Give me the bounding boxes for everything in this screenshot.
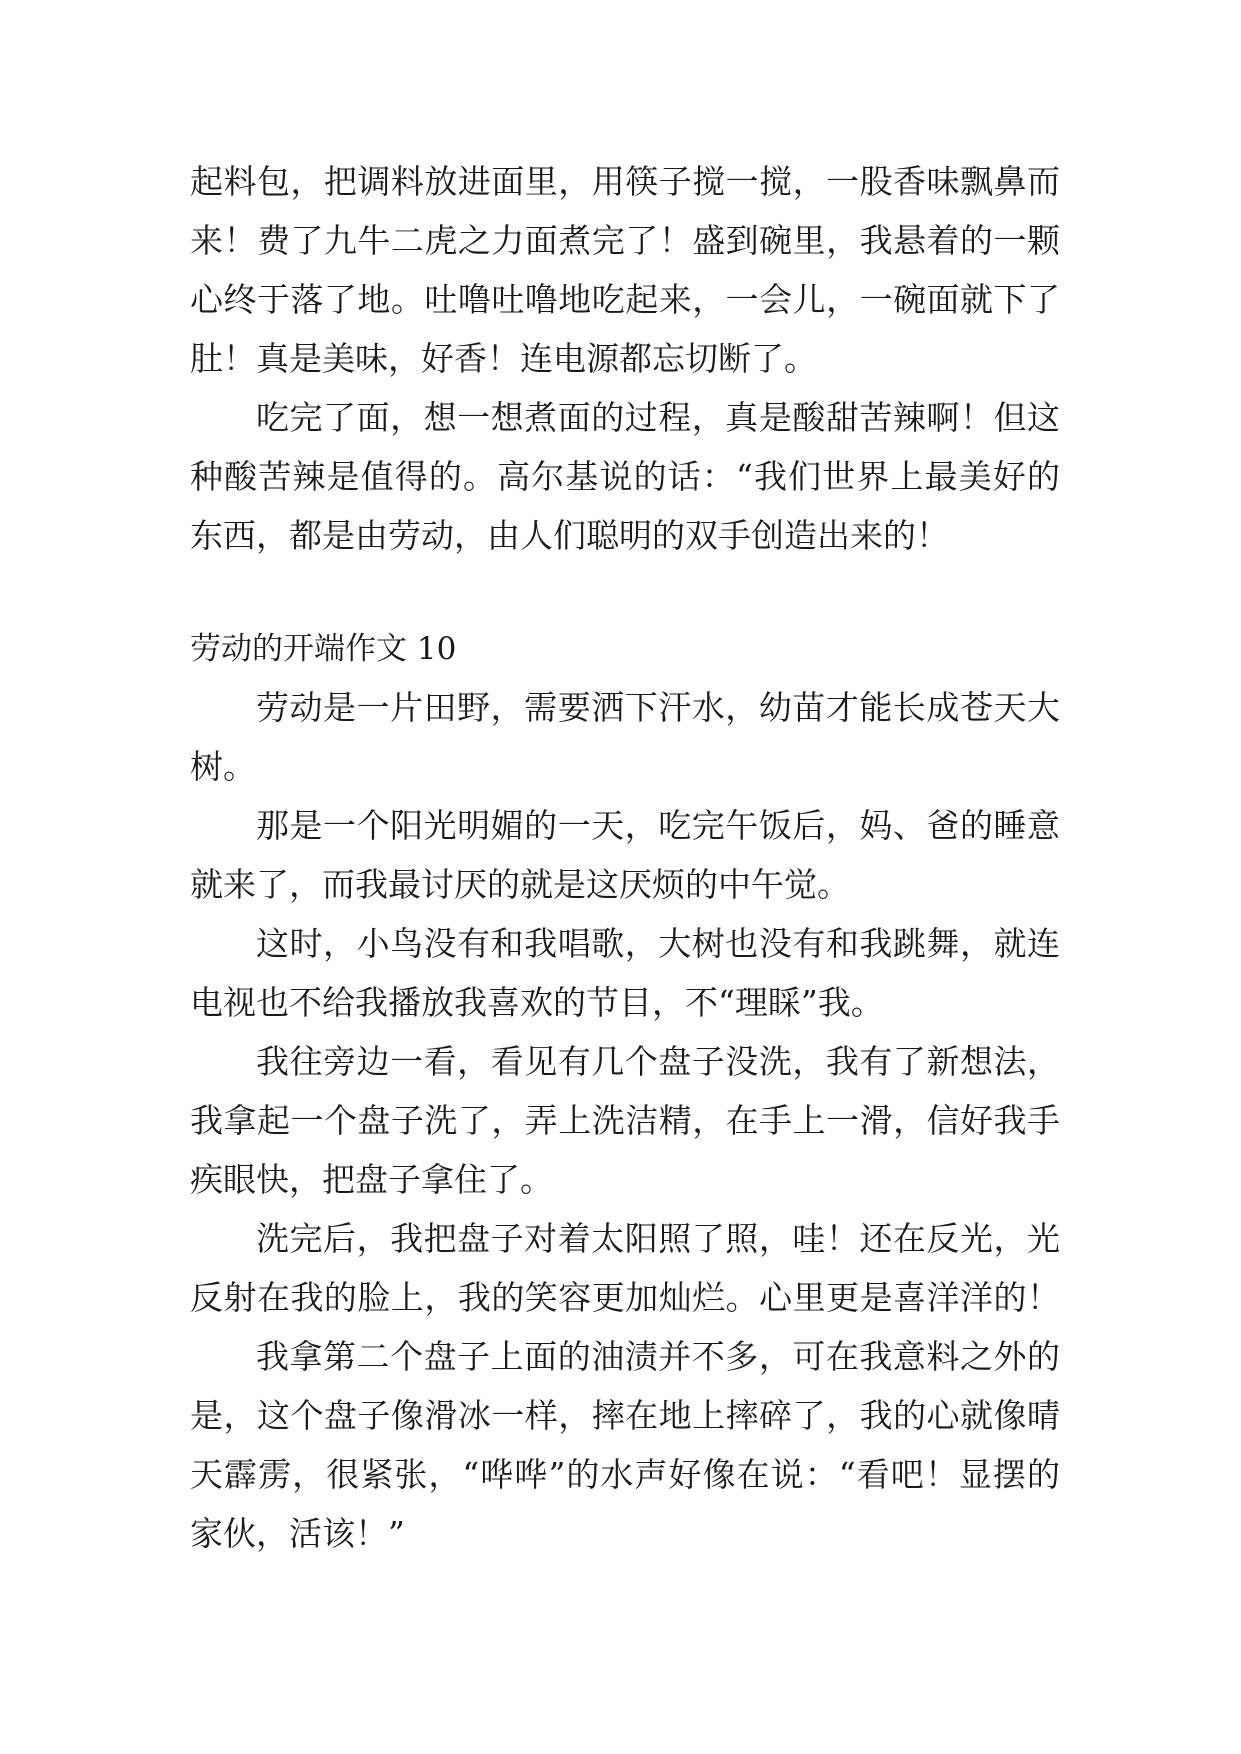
- text-line: 家伙，活该！”: [190, 1514, 405, 1553]
- text-line: 反射在我的脸上，我的笑容更加灿烂。心里更是喜洋洋的！: [190, 1278, 1060, 1317]
- text-line: 天霹雳，很紧张，“哗哗”的水声好像在说：“看吧！显摆的: [190, 1455, 1060, 1494]
- paragraph-first-line: 劳动是一片田野，需要洒下汗水，幼苗才能长成苍天大: [256, 688, 1060, 727]
- text-line: 肚！真是美味，好香！连电源都忘切断了。: [190, 339, 817, 378]
- paragraph-first-line: 我拿第二个盘子上面的油渍并不多，可在我意料之外的: [256, 1337, 1060, 1376]
- paragraph-first-line: 那是一个阳光明媚的一天，吃完午饭后，妈、爸的睡意: [256, 806, 1060, 845]
- text-line: 就来了，而我最讨厌的就是这厌烦的中午觉。: [190, 865, 850, 904]
- paragraph-first-line: 吃完了面，想一想煮面的过程，真是酸甜苦辣啊！但这: [256, 398, 1060, 437]
- text-line: 心终于落了地。吐噜吐噜地吃起来，一会儿，一碗面就下了: [190, 280, 1060, 319]
- paragraph-first-line: 洗完后，我把盘子对着太阳照了照，哇！还在反光，光: [256, 1219, 1060, 1258]
- text-line: 疾眼快，把盘子拿住了。: [190, 1160, 553, 1199]
- text-line: 我拿起一个盘子洗了，弄上洗洁精，在手上一滑，信好我手: [190, 1101, 1060, 1140]
- paragraph-first-line: 我往旁边一看，看见有几个盘子没洗，我有了新想法，: [256, 1042, 1060, 1081]
- text-line: 树。: [190, 747, 256, 786]
- text-line: 东西，都是由劳动，由人们聪明的双手创造出来的！: [190, 516, 949, 555]
- section-heading: 劳动的开端作文 10: [190, 631, 457, 667]
- text-line: 种酸苦辣是值得的。高尔基说的话：“我们世界上最美好的: [190, 457, 1060, 496]
- text-line: 电视也不给我播放我喜欢的节目，不“理睬”我。: [190, 983, 884, 1022]
- paragraph-first-line: 这时，小鸟没有和我唱歌，大树也没有和我跳舞，就连: [256, 924, 1060, 963]
- text-line: 起料包，把调料放进面里，用筷子搅一搅，一股香味飘鼻而: [190, 162, 1060, 201]
- text-line: 来！费了九牛二虎之力面煮完了！盛到碗里，我悬着的一颗: [190, 221, 1060, 260]
- text-line: 是，这个盘子像滑冰一样，摔在地上摔碎了，我的心就像晴: [190, 1396, 1060, 1435]
